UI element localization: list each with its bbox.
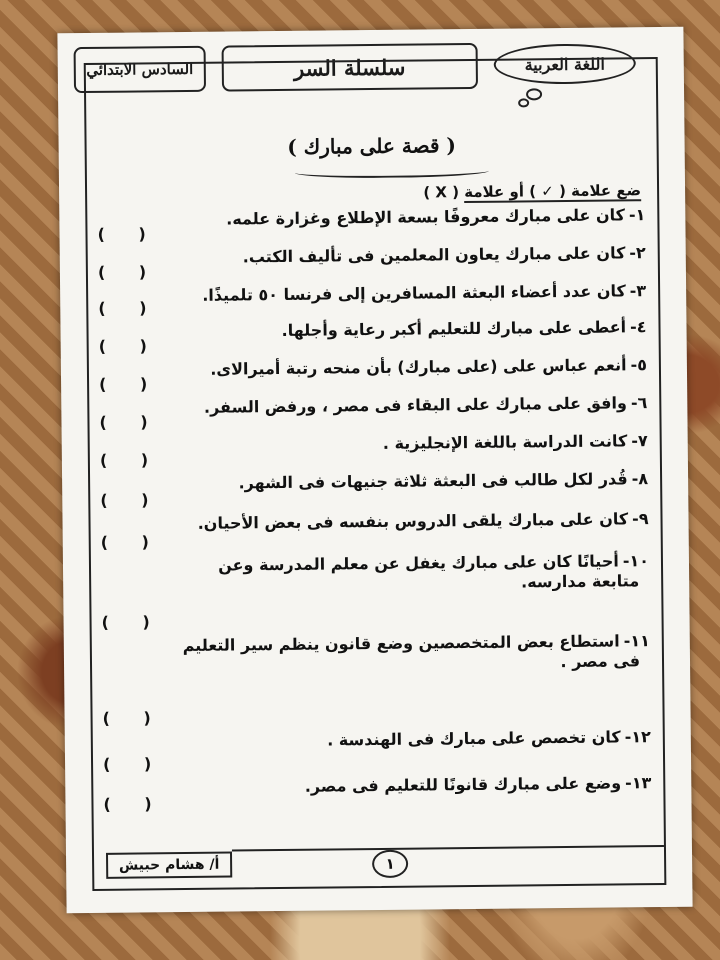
question-number: ٤- bbox=[630, 317, 647, 337]
question-item bbox=[102, 631, 651, 733]
instruction-mark: ( X ) bbox=[423, 183, 460, 202]
question-text: أعطى على مبارك للتعليم أكبر رعاية وأجلها. bbox=[281, 317, 627, 340]
answer-parentheses: ( ) bbox=[98, 336, 161, 356]
question-text: كان تخصص على مبارك فى الهندسة . bbox=[327, 727, 621, 750]
question-text: وافق على مبارك على البقاء فى مصر ، ورفض السفر. bbox=[203, 393, 628, 417]
question-number: ١٠- bbox=[622, 551, 650, 571]
question-text: وضع على مبارك قانونًا للتعليم فى مصر. bbox=[304, 773, 622, 796]
story-title: ( قصة على مبارك ) bbox=[287, 133, 457, 159]
question-number: ٩- bbox=[632, 509, 649, 529]
question-item bbox=[103, 773, 651, 819]
question-number: ٢- bbox=[629, 243, 646, 263]
answer-parentheses: ( ) bbox=[99, 412, 162, 432]
instruction-text: ضع علامة ( ✓ ) أو علامة bbox=[464, 181, 642, 202]
instruction bbox=[423, 181, 641, 201]
question-item bbox=[99, 355, 647, 399]
question-list bbox=[97, 205, 651, 819]
question-item bbox=[98, 243, 646, 287]
question-number: ١٣- bbox=[625, 773, 652, 793]
question-number: ١٢- bbox=[624, 727, 651, 747]
question-text-continued: فى مصر . bbox=[560, 651, 641, 672]
question-item bbox=[100, 431, 648, 475]
question-text-continued: متابعة مدارسه. bbox=[520, 571, 640, 592]
question-item bbox=[103, 727, 651, 779]
answer-parentheses: ( ) bbox=[100, 490, 163, 510]
grade-label: السادس الابتدائي bbox=[74, 46, 206, 93]
question-text: كان على مبارك يلقى الدروس بنفسه فى بعض الأحيان. bbox=[197, 509, 629, 533]
answer-parentheses: ( ) bbox=[97, 224, 160, 244]
content-frame bbox=[84, 57, 667, 891]
answer-parentheses: ( ) bbox=[98, 374, 162, 394]
question-item bbox=[101, 551, 650, 637]
answer-parentheses: ( ) bbox=[102, 708, 165, 728]
question-text: كان على مبارك يعاون المعلمين فى تأليف الكتب. bbox=[242, 243, 626, 267]
question-number: ٧- bbox=[631, 431, 648, 451]
question-item bbox=[100, 469, 648, 515]
answer-parentheses: ( ) bbox=[102, 754, 166, 774]
question-item bbox=[98, 281, 646, 323]
answer-parentheses: ( ) bbox=[98, 298, 161, 318]
question-text: استطاع بعض المتخصصين وضع قانون ينظم سير التعليم bbox=[182, 631, 620, 656]
series-title: سلسلة السر bbox=[222, 43, 478, 92]
question-item bbox=[100, 509, 648, 557]
question-text: قُدر لكل طالب فى البعثة ثلاثة جنيهات فى الشهر. bbox=[238, 469, 628, 493]
question-item bbox=[98, 317, 646, 361]
worksheet-paper bbox=[57, 27, 692, 914]
question-text: أنعم عباس على (على مبارك) بأن منحه رتبة أميرالاى. bbox=[210, 355, 627, 379]
question-number: ٥- bbox=[630, 355, 648, 375]
question-number: ٨- bbox=[631, 469, 649, 489]
question-item bbox=[97, 205, 645, 249]
page-number: ١ bbox=[372, 850, 408, 878]
answer-parentheses: ( ) bbox=[97, 262, 161, 282]
question-number: ١١- bbox=[623, 631, 650, 651]
question-number: ٦- bbox=[630, 393, 648, 413]
question-number: ٣- bbox=[629, 281, 647, 301]
footer-divider bbox=[232, 845, 664, 852]
subject-cloud-label: اللغة العربية bbox=[494, 43, 636, 84]
question-item bbox=[99, 393, 647, 437]
answer-parentheses: ( ) bbox=[103, 794, 166, 814]
question-text: كانت الدراسة باللغة الإنجليزية . bbox=[382, 431, 628, 453]
question-text: أحيانًا كان على مبارك يغفل عن معلم المدرسة وعن bbox=[218, 551, 619, 575]
answer-parentheses: ( ) bbox=[101, 612, 164, 632]
answer-parentheses: ( ) bbox=[99, 450, 163, 470]
question-text: كان عدد أعضاء البعثة المسافرين إلى فرنسا ٥٠ تلميذًا. bbox=[202, 281, 626, 305]
title-underline bbox=[295, 165, 489, 179]
answer-parentheses: ( ) bbox=[100, 532, 164, 552]
question-text: كان على مبارك معروفًا بسعة الإطلاع وغزارة علمه. bbox=[226, 205, 626, 229]
teacher-name: أ/ هشام حبيش bbox=[106, 852, 232, 879]
question-number: ١- bbox=[628, 205, 646, 225]
